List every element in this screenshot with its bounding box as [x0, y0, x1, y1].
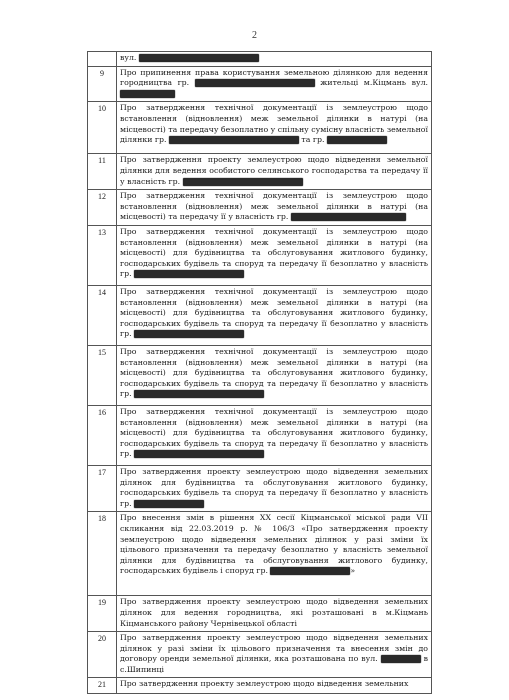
- table-row: [88, 154, 432, 190]
- row-text-cell: [117, 52, 432, 67]
- table-row: [88, 632, 432, 678]
- row-text-cell: [117, 678, 432, 694]
- row-text: Про внесення змін в рішення ХХ сесії Кіцманської міської ради VII скликання від 22.03.2019 р. № 106/3 «Про затвердження проекту землеустрою щодо відведення земельних ділянок у разі зміни їх цільового призначення та передачу безоплатно у власність земельної ділянки для будівництва та обслуговування житлового будинку, господарських будівель і споруд гр.: [120, 513, 428, 576]
- agenda-table: [87, 51, 432, 694]
- redaction-mark: [169, 136, 299, 144]
- row-text-cell: [117, 465, 432, 511]
- redaction-mark: [291, 213, 406, 221]
- row-text: Про затвердження проекту землеустрою щодо відведення земельних ділянок у разі зміни їх цільового призначення та внесення змін до договору оренди земельної ділянки, яка розташована по вул.: [120, 633, 428, 664]
- row-text-tail: в с.Шипинці: [120, 654, 428, 674]
- redaction-mark: [270, 567, 350, 575]
- row-text: Про припинення права користування земельною ділянкою для ведення городництва гр.: [120, 67, 428, 88]
- row-text-cell: [117, 102, 432, 154]
- page-number: 2: [252, 30, 257, 41]
- row-text-cell: [117, 596, 432, 632]
- row-text: вул.: [120, 53, 137, 62]
- row-text: Про затвердження проекту землеустрою щодо відведення земельної ділянки для ведення особистого селянського господарства та передачу її у власність гр.: [120, 155, 428, 186]
- table-row: [88, 678, 432, 694]
- row-text-cell: [117, 154, 432, 190]
- row-number: [88, 52, 117, 67]
- row-number: 13: [88, 225, 117, 285]
- row-number: 12: [88, 190, 117, 226]
- row-text-cell: [117, 345, 432, 405]
- redaction-mark: [327, 136, 387, 144]
- row-text-cell: [117, 190, 432, 226]
- table-row: [88, 66, 432, 102]
- row-number: 19: [88, 596, 117, 632]
- row-text-cell: [117, 512, 432, 596]
- redaction-mark: [134, 270, 244, 278]
- row-text-tail: жительці м.Кіцмань вул.: [314, 78, 429, 88]
- row-text-cell: [117, 225, 432, 285]
- table-row: [88, 52, 432, 67]
- row-text-cell: [117, 285, 432, 345]
- redaction-mark: [195, 79, 315, 87]
- row-text: Про затвердження проекту землеустрою щодо відведення земельних ділянок для ведення городництва, які розташовані в м.Кіцмань Кіцманського району Чернівецької області: [120, 597, 428, 628]
- row-text-cell: [117, 405, 432, 465]
- table-row: [88, 596, 432, 632]
- redaction-mark: [183, 178, 303, 186]
- redaction-mark: [134, 390, 264, 398]
- redaction-mark: [134, 450, 264, 458]
- table-row: [88, 190, 432, 226]
- redaction-mark: [139, 54, 259, 62]
- redaction-mark: [381, 655, 421, 663]
- row-text-tail: »: [350, 566, 356, 576]
- row-text: Про затвердження проекту землеустрою щодо відведення земельних: [120, 679, 409, 689]
- table-row: [88, 512, 432, 596]
- row-number: 9: [88, 66, 117, 102]
- row-text: Про затвердження технічної документації із землеустрою щодо встановлення (відновлення) меж земельної ділянки в натурі (на місцевості) та передачу безоплатно у спільну сумісну власність земельної ділянки гр.: [120, 103, 428, 145]
- row-number: 11: [88, 154, 117, 190]
- row-number: 16: [88, 405, 117, 465]
- row-number: 21: [88, 678, 117, 694]
- row-text: Про затвердження проекту землеустрою щодо відведення земельних ділянок для будівництва та обслуговування житлового будинку, господарських будівель та споруд та передачу її безоплатно у власність гр.: [120, 466, 428, 508]
- row-text: Про затвердження технічної документації із землеустрою щодо встановлення (відновлення) меж земельної ділянки в натурі (на місцевості) та передачу її у власність гр.: [120, 191, 428, 222]
- table-row: [88, 225, 432, 285]
- redaction-mark: [120, 90, 175, 98]
- row-number: 15: [88, 345, 117, 405]
- row-number: 18: [88, 512, 117, 596]
- row-text: Про затвердження технічної документації із землеустрою щодо встановлення (відновлення) меж земельної ділянки в натурі (на місцевості) для будівництва та обслуговування житлового будинку, господарських будівель та споруд та передачу її безоплатно у власність гр.: [120, 286, 428, 339]
- row-number: 20: [88, 632, 117, 678]
- table-row: [88, 285, 432, 345]
- redaction-mark: [134, 330, 244, 338]
- row-text-cell: [117, 66, 432, 102]
- row-text: Про затвердження технічної документації із землеустрою щодо встановлення (відновлення) меж земельної ділянки в натурі (на місцевості) для будівництва та обслуговування житлового будинку, господарських будівель та споруд та передачу її безоплатно у власність гр.: [120, 406, 428, 459]
- row-text-tail: та гр.: [298, 135, 325, 145]
- row-number: 10: [88, 102, 117, 154]
- row-text-cell: [117, 632, 432, 678]
- row-text: Про затвердження технічної документації із землеустрою щодо встановлення (відновлення) меж земельної ділянки в натурі (на місцевості) для будівництва та обслуговування житлового будинку, господарських будівель та споруд та передачу її безоплатно у власність гр.: [120, 346, 428, 399]
- table-row: [88, 405, 432, 465]
- redaction-mark: [134, 500, 204, 508]
- row-number: 14: [88, 285, 117, 345]
- table-row: [88, 102, 432, 154]
- table-row: [88, 345, 432, 405]
- row-text: Про затвердження технічної документації із землеустрою щодо встановлення (відновлення) меж земельної ділянки в натурі (на місцевості) для будівництва та обслуговування житлового будинку, господарських будівель та споруд та передачу її безоплатно у власність гр.: [120, 226, 428, 279]
- table-row: [88, 465, 432, 511]
- row-number: 17: [88, 465, 117, 511]
